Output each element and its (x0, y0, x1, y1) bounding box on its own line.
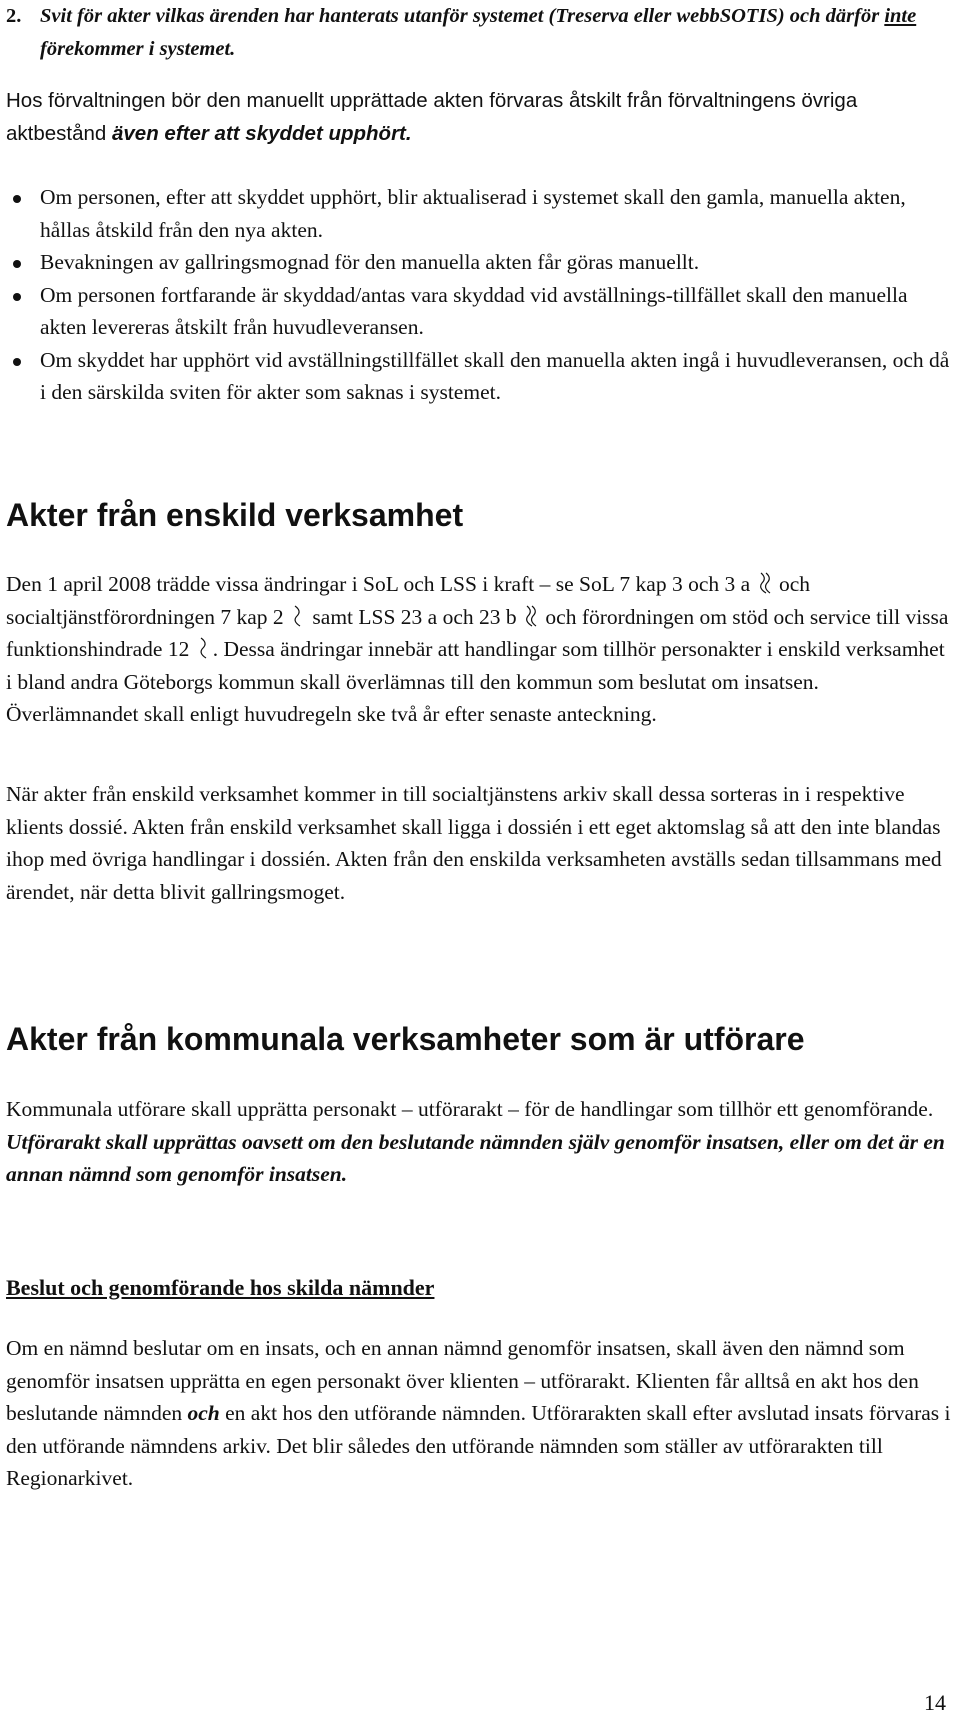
section1-paragraph-2: När akter från enskild verksamhet kommer in till socialtjänstens arkiv skall dessa sorteras in i respektive klients dossié. Akten från enskild verksamhet skall ligga i dossién i ett eget aktomslag så att den inte blandas ihop med övriga handlingar i dossién. Akten från den enskilda verksamheten avställs sedan tillsammans med ärendet, när detta blivit gallringsmoget. (6, 782, 942, 904)
section3-paragraph-1 (6, 1332, 951, 1495)
page-number: 14 (924, 1690, 946, 1715)
bullet-icon (13, 358, 21, 366)
item-text-end: förekommer i systemet. (40, 38, 236, 60)
item-text: Svit för akter vilkas ärenden har hanterats utanför systemet (Treserva eller webbSOTIS) och därför (40, 5, 885, 27)
bullet-text: Om personen fortfarande är skyddad/antas vara skyddad vid avställnings-tillfället skall den manuella akten levereras åtskilt från huvudleveransen. (40, 282, 908, 339)
section-sign-icon (524, 605, 538, 627)
list-item (6, 279, 951, 344)
subheading-skilda-namnder: Beslut och genomförande hos skilda nämnder (6, 1275, 435, 1300)
item-number: 2. (6, 5, 22, 27)
bullet-icon (13, 293, 21, 301)
item-underlined-word: inte (884, 5, 917, 27)
bullet-text: Om skyddet har upphört vid avställningstillfället skall den manuella akten ingå i huvudleveransen, och då i den särskilda sviten för akter som saknas i systemet. (40, 347, 950, 404)
paragraph-text: . Dessa ändringar innebär att handlingar som tillhör personakter i enskild verksamhet i bland andra Göteborgs kommun skall överlämnas till den kommun som beslutat om insatsen. Överlämnandet skall enligt huvudregeln ske två år efter senaste anteckning. (6, 637, 945, 726)
section-sign-icon (758, 572, 772, 594)
paragraph-text: en akt hos den utförande nämnden. Utförarakten skall efter avslutad insats förvaras i den utförande nämndens arkiv. Det blir således den utförande nämnden som ställer av utförarakten till Regionarkivet. (6, 1401, 951, 1490)
bullet-list (6, 181, 951, 409)
section-heading-enskild: Akter från enskild verksamhet (6, 497, 464, 533)
bullet-text: Bevakningen av gallringsmognad för den manuella akten får göras manuellt. (40, 250, 700, 274)
section-sign-icon (291, 605, 305, 627)
paragraph-emphasis: Utförarakt skall upprättas oavsett om den beslutande nämnden själv genomför insatsen, eller om det är en annan nämnd som genomför insatsen. (6, 1129, 945, 1186)
section2-paragraph-1 (6, 1093, 951, 1191)
paragraph-text: samt LSS 23 a och 23 b (312, 604, 517, 629)
paragraph-text: Kommunala utförare skall upprätta personakt – utförarakt – för de handlingar som tillhör ett genomförande. (6, 1097, 934, 1121)
paragraph-text: Om en nämnd beslutar om en insats, och en annan nämnd genomför insatsen, skall även den nämnd som genomför insatsen upprätta en egen personakt över klienten – utförarakt. Klienten får alltså en akt hos den beslutande nämnden (6, 1336, 919, 1425)
paragraph-text: Den 1 april 2008 trädde vissa ändringar i SoL och LSS i kraft – se SoL 7 kap 3 och 3 a (6, 572, 751, 596)
paragraph-text: och förordningen om stöd och service till vissa funktionshindrade 12 (6, 604, 949, 661)
bullet-icon (13, 260, 21, 268)
intro-emphasis: även efter att skyddet upphört. (112, 121, 412, 145)
bullet-icon (13, 195, 21, 203)
paragraph-emphasis: och (187, 1401, 220, 1425)
section-sign-icon (197, 637, 211, 659)
list-item (6, 181, 951, 246)
bullet-text: Om personen, efter att skyddet upphört, blir aktualiserad i systemet skall den gamla, manuella akten, hållas åtskild från den nya akten. (40, 185, 906, 242)
intro-paragraph (6, 85, 951, 150)
list-item (6, 246, 951, 279)
paragraph-text: och socialtjänstförordningen 7 kap 2 (6, 572, 810, 629)
list-item-2 (6, 0, 951, 66)
section1-paragraph-1 (6, 568, 951, 731)
section-heading-kommunala: Akter från kommunala verksamheter som är utförare (6, 1021, 805, 1057)
intro-text: Hos förvaltningen bör den manuellt upprättade akten förvaras åtskilt från förvaltningens övriga aktbestånd (6, 89, 858, 145)
list-item (6, 344, 951, 409)
